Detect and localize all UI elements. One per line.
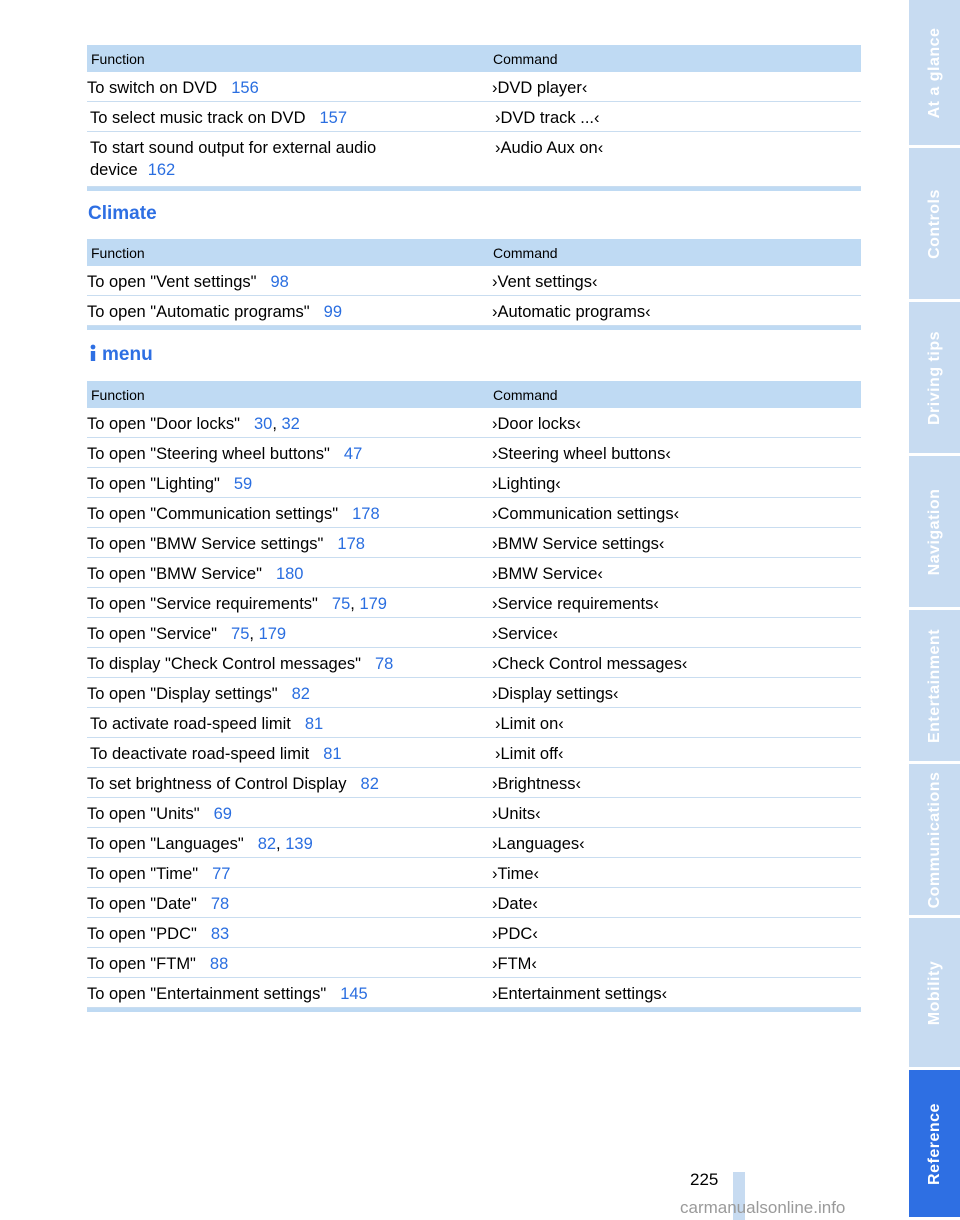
sidebar-tab-label: Driving tips [925, 330, 943, 425]
function-text: To open "Steering wheel buttons" [87, 445, 330, 463]
table-end-bar [87, 326, 861, 330]
function-cell [87, 983, 487, 1005]
command-cell: ›Lighting‹ [492, 475, 561, 493]
page-reference-link[interactable]: 156 [231, 79, 259, 97]
function-text: To open "Vent settings" [87, 273, 257, 291]
function-cell [87, 563, 487, 585]
page-separator: , [249, 625, 259, 643]
command-cell: ›Time‹ [492, 865, 540, 883]
menu-title: menu [102, 344, 153, 365]
function-cell [87, 953, 487, 975]
page-reference-link[interactable]: 82 [257, 835, 277, 853]
command-cell: ›FTM‹ [492, 955, 537, 973]
sidebar-tab-label: Communications [925, 771, 943, 908]
sidebar-tab-driving-tips[interactable] [909, 302, 960, 456]
table-row [87, 618, 861, 648]
page-number: 225 [690, 1170, 719, 1189]
table-row [87, 558, 861, 588]
page-reference-link[interactable]: 81 [304, 715, 324, 733]
section-title-menu [88, 344, 153, 366]
page-reference-link[interactable]: 77 [212, 865, 231, 883]
table-row [87, 858, 861, 888]
info-icon [88, 344, 98, 362]
table-climate [87, 239, 861, 330]
function-cell [87, 413, 487, 435]
table-end-bar [87, 187, 861, 191]
function-text: To open "Display settings" [87, 685, 278, 703]
table-row [87, 768, 861, 798]
sidebar-tab-navigation[interactable] [909, 456, 960, 610]
page-reference-link[interactable]: 179 [359, 595, 387, 613]
sidebar-tab-mobility[interactable] [909, 918, 960, 1070]
sidebar-tab-label: Reference [925, 1102, 943, 1185]
table-row [87, 588, 861, 618]
command-cell: ›Service‹ [492, 625, 559, 643]
table-row [87, 498, 861, 528]
table-row [87, 266, 861, 296]
function-cell [87, 77, 487, 99]
sidebar-tab-label: Mobility [925, 960, 943, 1025]
page-reference-link[interactable]: 78 [210, 895, 230, 913]
header-command: Command [493, 387, 558, 403]
command-cell: ›Limit on‹ [495, 715, 564, 733]
function-text: To open "FTM" [87, 955, 196, 973]
header-function: Function [91, 245, 145, 261]
header-command: Command [493, 245, 558, 261]
table-end-bar [87, 1008, 861, 1012]
function-cell [87, 301, 487, 323]
page-separator: , [350, 595, 360, 613]
function-text: To open "Service" [87, 625, 218, 643]
command-cell: ›DVD track ...‹ [495, 109, 600, 127]
table-header [87, 381, 861, 408]
section-title-climate: Climate [88, 203, 157, 224]
table-header [87, 239, 861, 266]
function-cell [87, 473, 487, 495]
function-text: To open "PDC" [87, 925, 197, 943]
page-reference-link[interactable]: 178 [337, 535, 365, 553]
function-cell [87, 833, 487, 855]
function-text: To open "BMW Service settings" [87, 535, 324, 553]
function-cell [87, 893, 487, 915]
command-cell: ›BMW Service‹ [492, 565, 603, 583]
function-cell [90, 743, 490, 765]
table-row [87, 438, 861, 468]
function-text: To open "Automatic programs" [87, 303, 310, 321]
table-row [87, 888, 861, 918]
function-cell [87, 863, 487, 885]
command-cell: ›Units‹ [492, 805, 541, 823]
page-reference-link[interactable]: 98 [270, 273, 289, 291]
page-reference-link[interactable]: 178 [352, 505, 380, 523]
page-reference-link[interactable]: 30 [253, 415, 273, 433]
table-row [87, 408, 861, 438]
table-row [87, 948, 861, 978]
page-reference-link[interactable]: 82 [291, 685, 310, 703]
function-cell [87, 443, 487, 465]
page-reference-link[interactable]: 81 [323, 745, 342, 763]
function-text: To display "Check Control messages" [87, 655, 361, 673]
function-text-line2: device [90, 161, 138, 179]
function-cell [87, 271, 487, 293]
function-text: To open "Door locks" [87, 415, 240, 433]
page-reference-link[interactable]: 139 [285, 835, 313, 853]
function-text: To select music track on DVD [90, 109, 306, 127]
function-text: To open "Units" [87, 805, 200, 823]
page-reference-link[interactable]: 69 [213, 805, 232, 823]
page-reference-link[interactable]: 59 [233, 475, 253, 493]
command-cell: ›Automatic programs‹ [492, 303, 651, 321]
function-cell [90, 137, 490, 181]
sidebar-tab-label: At a glance [925, 27, 943, 118]
command-cell: ›Display settings‹ [492, 685, 619, 703]
table-row [87, 468, 861, 498]
sidebar-tab-label: Controls [925, 188, 943, 259]
watermark: carmanualsonline.info [680, 1198, 846, 1217]
function-text: To activate road-speed limit [90, 715, 291, 733]
function-cell [87, 653, 487, 675]
page-reference-link[interactable]: 82 [360, 775, 379, 793]
command-cell: ›Limit off‹ [495, 745, 564, 763]
function-text: To start sound output for external audio [90, 139, 377, 157]
function-cell [87, 503, 487, 525]
sidebar-tab-at-a-glance[interactable] [909, 0, 960, 148]
page-reference-link[interactable]: 88 [209, 955, 229, 973]
command-cell: ›Communication settings‹ [492, 505, 680, 523]
table-row [87, 798, 861, 828]
table-row [87, 918, 861, 948]
table-row [87, 102, 861, 132]
command-cell: ›Check Control messages‹ [492, 655, 688, 673]
page-reference-link[interactable]: 47 [343, 445, 363, 463]
page-reference-link[interactable]: 162 [147, 161, 176, 179]
page-reference-link[interactable]: 78 [375, 655, 394, 673]
command-cell: ›Languages‹ [492, 835, 585, 853]
command-cell: ›PDC‹ [492, 925, 538, 943]
command-cell: ›Date‹ [492, 895, 538, 913]
table-row [87, 132, 861, 187]
table-row [87, 648, 861, 678]
sidebar-tab-label: Entertainment [925, 628, 943, 743]
sidebar-tab-controls[interactable] [909, 148, 960, 302]
function-text: To switch on DVD [87, 79, 218, 97]
page-reference-link[interactable]: 75 [331, 595, 351, 613]
page-separator: , [276, 835, 286, 853]
table-row [87, 72, 861, 102]
function-text: To open "Entertainment settings" [87, 985, 327, 1003]
page-reference-link[interactable]: 179 [258, 625, 287, 643]
function-cell [87, 533, 487, 555]
table-header [87, 45, 861, 72]
header-function: Function [91, 387, 145, 403]
table-row [87, 828, 861, 858]
table-menu [87, 381, 861, 1012]
function-text: To open "BMW Service" [87, 565, 262, 583]
function-text: To open "Communication settings" [87, 505, 339, 523]
table-row [87, 678, 861, 708]
function-cell [87, 803, 487, 825]
header-function: Function [91, 51, 145, 67]
table-row [87, 978, 861, 1008]
page-reference-link[interactable]: 180 [275, 565, 304, 583]
table-entertainment [87, 45, 861, 191]
table-row [87, 708, 861, 738]
command-cell: ›DVD player‹ [492, 79, 588, 97]
command-cell: ›Entertainment settings‹ [492, 985, 668, 1003]
function-cell [90, 713, 490, 735]
function-cell [87, 773, 487, 795]
table-row [87, 296, 861, 326]
function-cell [87, 923, 487, 945]
sidebar-tab-label: Navigation [925, 488, 943, 575]
command-cell: ›Vent settings‹ [492, 273, 598, 291]
page-reference-link[interactable]: 157 [319, 109, 348, 127]
function-text: To set brightness of Control Display [87, 775, 347, 793]
command-cell: ›Audio Aux on‹ [495, 139, 604, 157]
command-cell: ›BMW Service settings‹ [492, 535, 665, 553]
function-cell [87, 683, 487, 705]
function-text: To deactivate road-speed limit [90, 745, 310, 763]
header-command: Command [493, 51, 558, 67]
command-cell: ›Service requirements‹ [492, 595, 659, 613]
table-row [87, 738, 861, 768]
page-reference-link[interactable]: 75 [231, 625, 250, 643]
table-row [87, 528, 861, 558]
function-text: To open "Languages" [87, 835, 244, 853]
page-reference-link[interactable]: 145 [340, 985, 368, 1003]
page-reference-link[interactable]: 99 [323, 303, 343, 321]
function-text: To open "Date" [87, 895, 197, 913]
chapter-sidebar [909, 0, 960, 1220]
sidebar-tab-reference[interactable] [909, 1070, 960, 1220]
page-reference-link[interactable]: 83 [210, 925, 230, 943]
function-cell [87, 593, 487, 615]
sidebar-tab-entertainment[interactable] [909, 610, 960, 764]
command-cell: ›Door locks‹ [492, 415, 581, 433]
page-separator: , [272, 415, 282, 433]
function-cell [90, 107, 490, 129]
function-text: To open "Service requirements" [87, 595, 318, 613]
command-cell: ›Steering wheel buttons‹ [492, 445, 671, 463]
function-cell [87, 623, 487, 645]
function-text: To open "Lighting" [87, 475, 220, 493]
function-text: To open "Time" [87, 865, 199, 883]
sidebar-tab-communications[interactable] [909, 764, 960, 918]
page-reference-link[interactable]: 32 [281, 415, 300, 433]
command-cell: ›Brightness‹ [492, 775, 581, 793]
